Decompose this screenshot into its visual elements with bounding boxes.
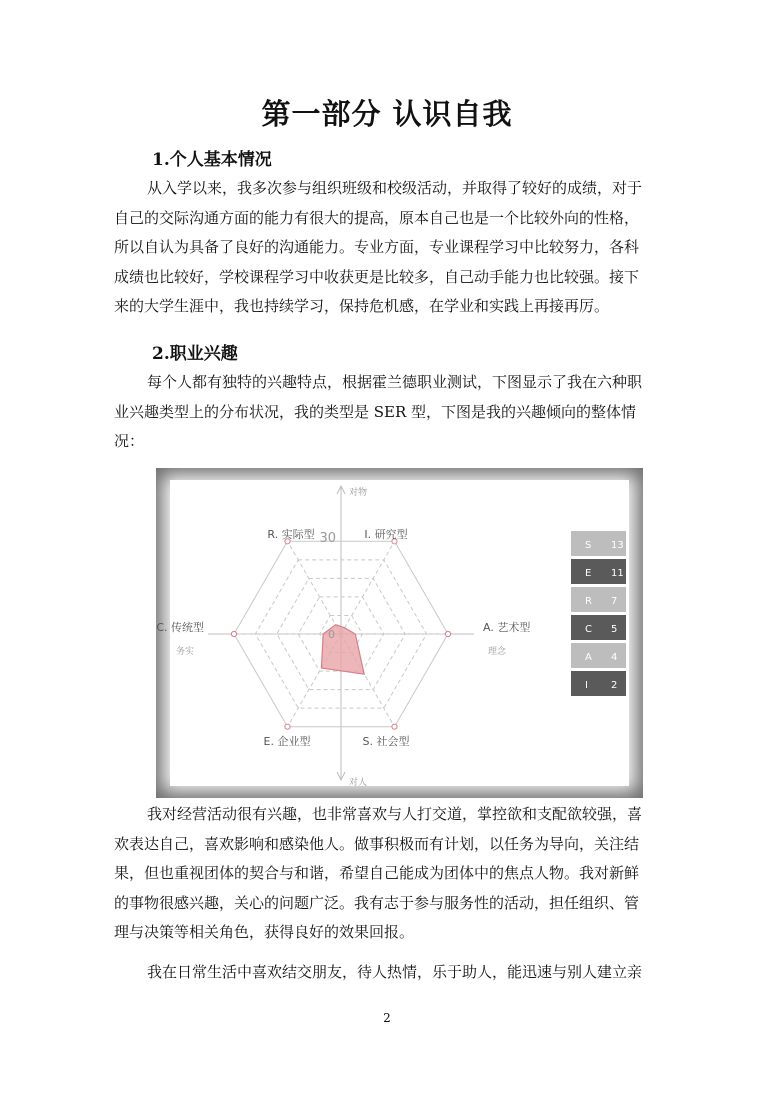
page-title: 第一部分 认识自我 (261, 97, 513, 131)
paragraph-personal (114, 174, 659, 322)
legend-value: 7 (611, 596, 618, 607)
legend-letter: R (585, 596, 592, 607)
page-number: 2 (383, 1011, 391, 1025)
guide-label-left: 务实 (176, 647, 195, 657)
legend-value: 4 (611, 652, 618, 663)
legend-letter: C (585, 624, 592, 635)
radar-spoke (341, 541, 395, 634)
legend-value: 5 (611, 624, 618, 635)
radar-axis-label: A. 艺术型 (483, 621, 531, 634)
legend-block (571, 643, 626, 668)
legend-block (571, 587, 626, 612)
legend-letter: S (585, 540, 592, 551)
guide-label-bottom: 对人 (349, 778, 368, 788)
radar-vertex-marker (231, 631, 236, 636)
radar-scale-min: 0 (328, 628, 335, 641)
text-line: 业兴趣类型上的分布状况，我的类型是 SER 型，下图是我的兴趣倾向的整体情 (114, 402, 637, 421)
section-heading-interest: 2.职业兴趣 (152, 344, 238, 364)
text-line: 我对经营活动很有兴趣，也非常喜欢与人打交道，掌控欲和支配欲较强，喜 (147, 805, 643, 823)
paragraph-daily-life (114, 958, 659, 988)
text-line: 的事物很感兴趣，关心的问题广泛。我有志于参与服务性的活动，担任组织、管 (114, 893, 640, 912)
guide-label-right: 理念 (488, 647, 507, 657)
text-line: 所以自认为具备了良好的沟通能力。专业方面，专业课程学习中比较努力，各科 (114, 238, 640, 256)
legend-block (571, 671, 626, 696)
radar-axis-label: R. 实际型 (267, 528, 315, 541)
text-line: 欢表达自己，喜欢影响和感染他人。做事积极而有计划，以任务为导向，关注结 (114, 834, 640, 853)
legend-block (571, 615, 626, 640)
radar-axis-label: S. 社会型 (362, 735, 410, 748)
legend-value: 2 (611, 680, 618, 691)
radar-axis-label: I. 研究型 (364, 528, 408, 541)
legend-letter: I (585, 680, 588, 691)
legend-letter: A (585, 652, 592, 663)
radar-chart-frame (156, 468, 643, 798)
text-line: 果，但也重视团体的契合与和谐，希望自己能成为团体中的焦点人物。我对新鲜 (114, 864, 640, 882)
text-line: 自己的交际沟通方面的能力有很大的提高，原本自己也是一个比较外向的性格， (114, 208, 640, 227)
text-line: 从入学以来，我多次参与组织班级和校级活动，并取得了较好的成绩，对于 (147, 179, 643, 197)
paragraph-interest-intro (114, 368, 659, 457)
radar-chart (156, 468, 643, 798)
legend-letter: E (585, 568, 592, 579)
legend-value: 13 (611, 540, 624, 551)
paragraph-interest-detail (114, 800, 659, 948)
guide-label-top: 对物 (349, 488, 368, 498)
text-line: 我在日常生活中喜欢结交朋友，待人热情，乐于助人，能迅速与别人建立亲 (147, 963, 643, 981)
section-heading-personal: 1.个人基本情况 (152, 150, 272, 170)
radar-vertex-marker (392, 724, 397, 729)
radar-vertex-marker (285, 724, 290, 729)
text-line: 每个人都有独特的兴趣特点，根据霍兰德职业测试，下图显示了我在六种职 (147, 373, 643, 391)
radar-scale-max: 30 (319, 531, 336, 546)
radar-spoke (288, 541, 342, 634)
radar-axis-label: E. 企业型 (263, 735, 311, 748)
radar-axis-label: C. 传统型 (156, 621, 204, 634)
radar-vertex-marker (445, 631, 450, 636)
text-line: 理与决策等相关角色，获得良好的效果回报。 (114, 923, 415, 941)
legend-value: 11 (611, 568, 624, 579)
text-line: 况： (114, 432, 145, 450)
text-line: 来的大学生涯中，我也持续学习，保持危机感，在学业和实践上再接再厉。 (114, 297, 610, 315)
text-line: 成绩也比较好，学校课程学习中收获更是比较多，自己动手能力也比较强。接下 (114, 267, 640, 286)
